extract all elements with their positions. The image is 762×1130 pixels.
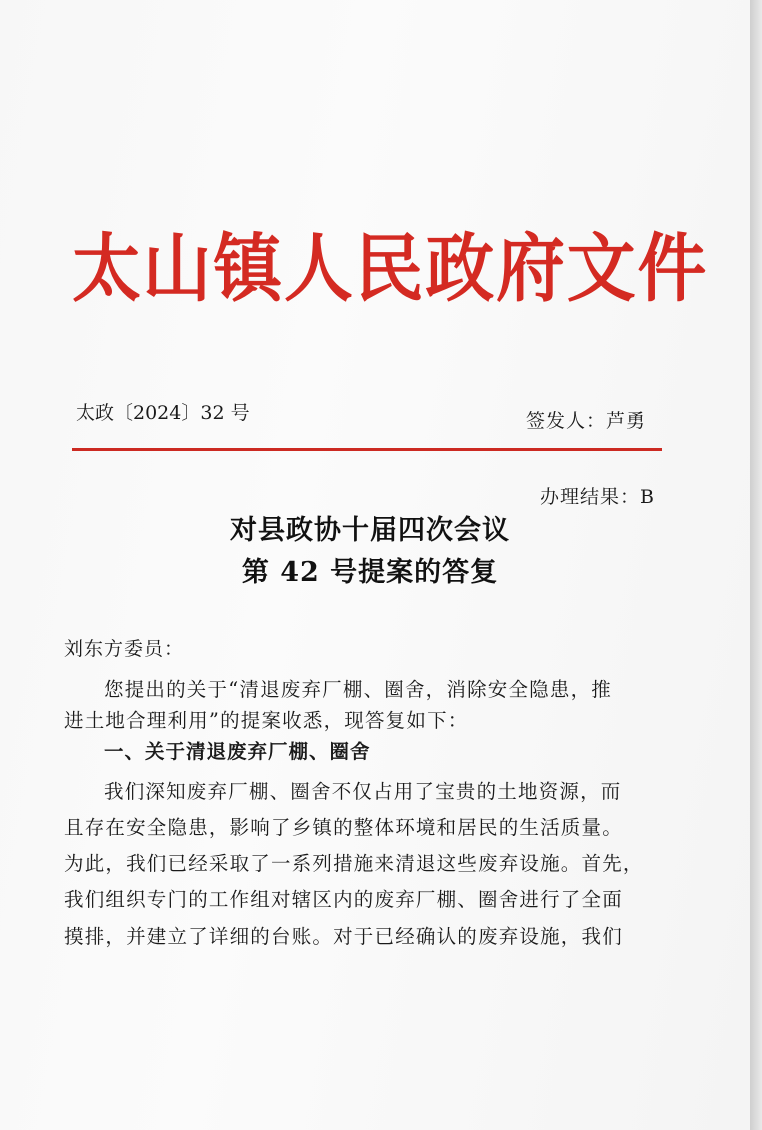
document-number: 太政〔2024〕32 号 [76,402,250,424]
handling-result: 办理结果：B [540,486,655,508]
document-title-line-1: 对县政协十届四次会议 [230,515,510,546]
signer: 签发人：芦勇 [526,410,647,432]
page-edge [750,0,762,1130]
body-line: 进土地合理利用”的提案收悉，现答复如下： [64,709,469,732]
section-heading: 一、关于清退废弃厂棚、圈舍 [104,740,371,763]
body-line: 为此，我们已经采取了一系列措施来清退这些废弃设施。首先， [64,852,644,875]
body-line: 我们组织专门的工作组对辖区内的废弃厂棚、圈舍进行了全面 [64,888,623,911]
document-title-line-2: 第 42 号提案的答复 [241,557,499,588]
body-line: 且存在安全隐患，影响了乡镇的整体环境和居民的生活质量。 [64,816,623,839]
salutation: 刘东方委员： [64,638,185,660]
masthead-title: 太山镇人民政府文件 [72,226,709,312]
red-divider [72,448,662,451]
body-line: 我们深知废弃厂棚、圈舍不仅占用了宝贵的土地资源，而 [104,780,622,803]
body-line: 您提出的关于“清退废弃厂棚、圈舍，消除安全隐患，推 [104,678,612,701]
body-line: 摸排，并建立了详细的台账。对于已经确认的废弃设施，我们 [64,925,623,948]
